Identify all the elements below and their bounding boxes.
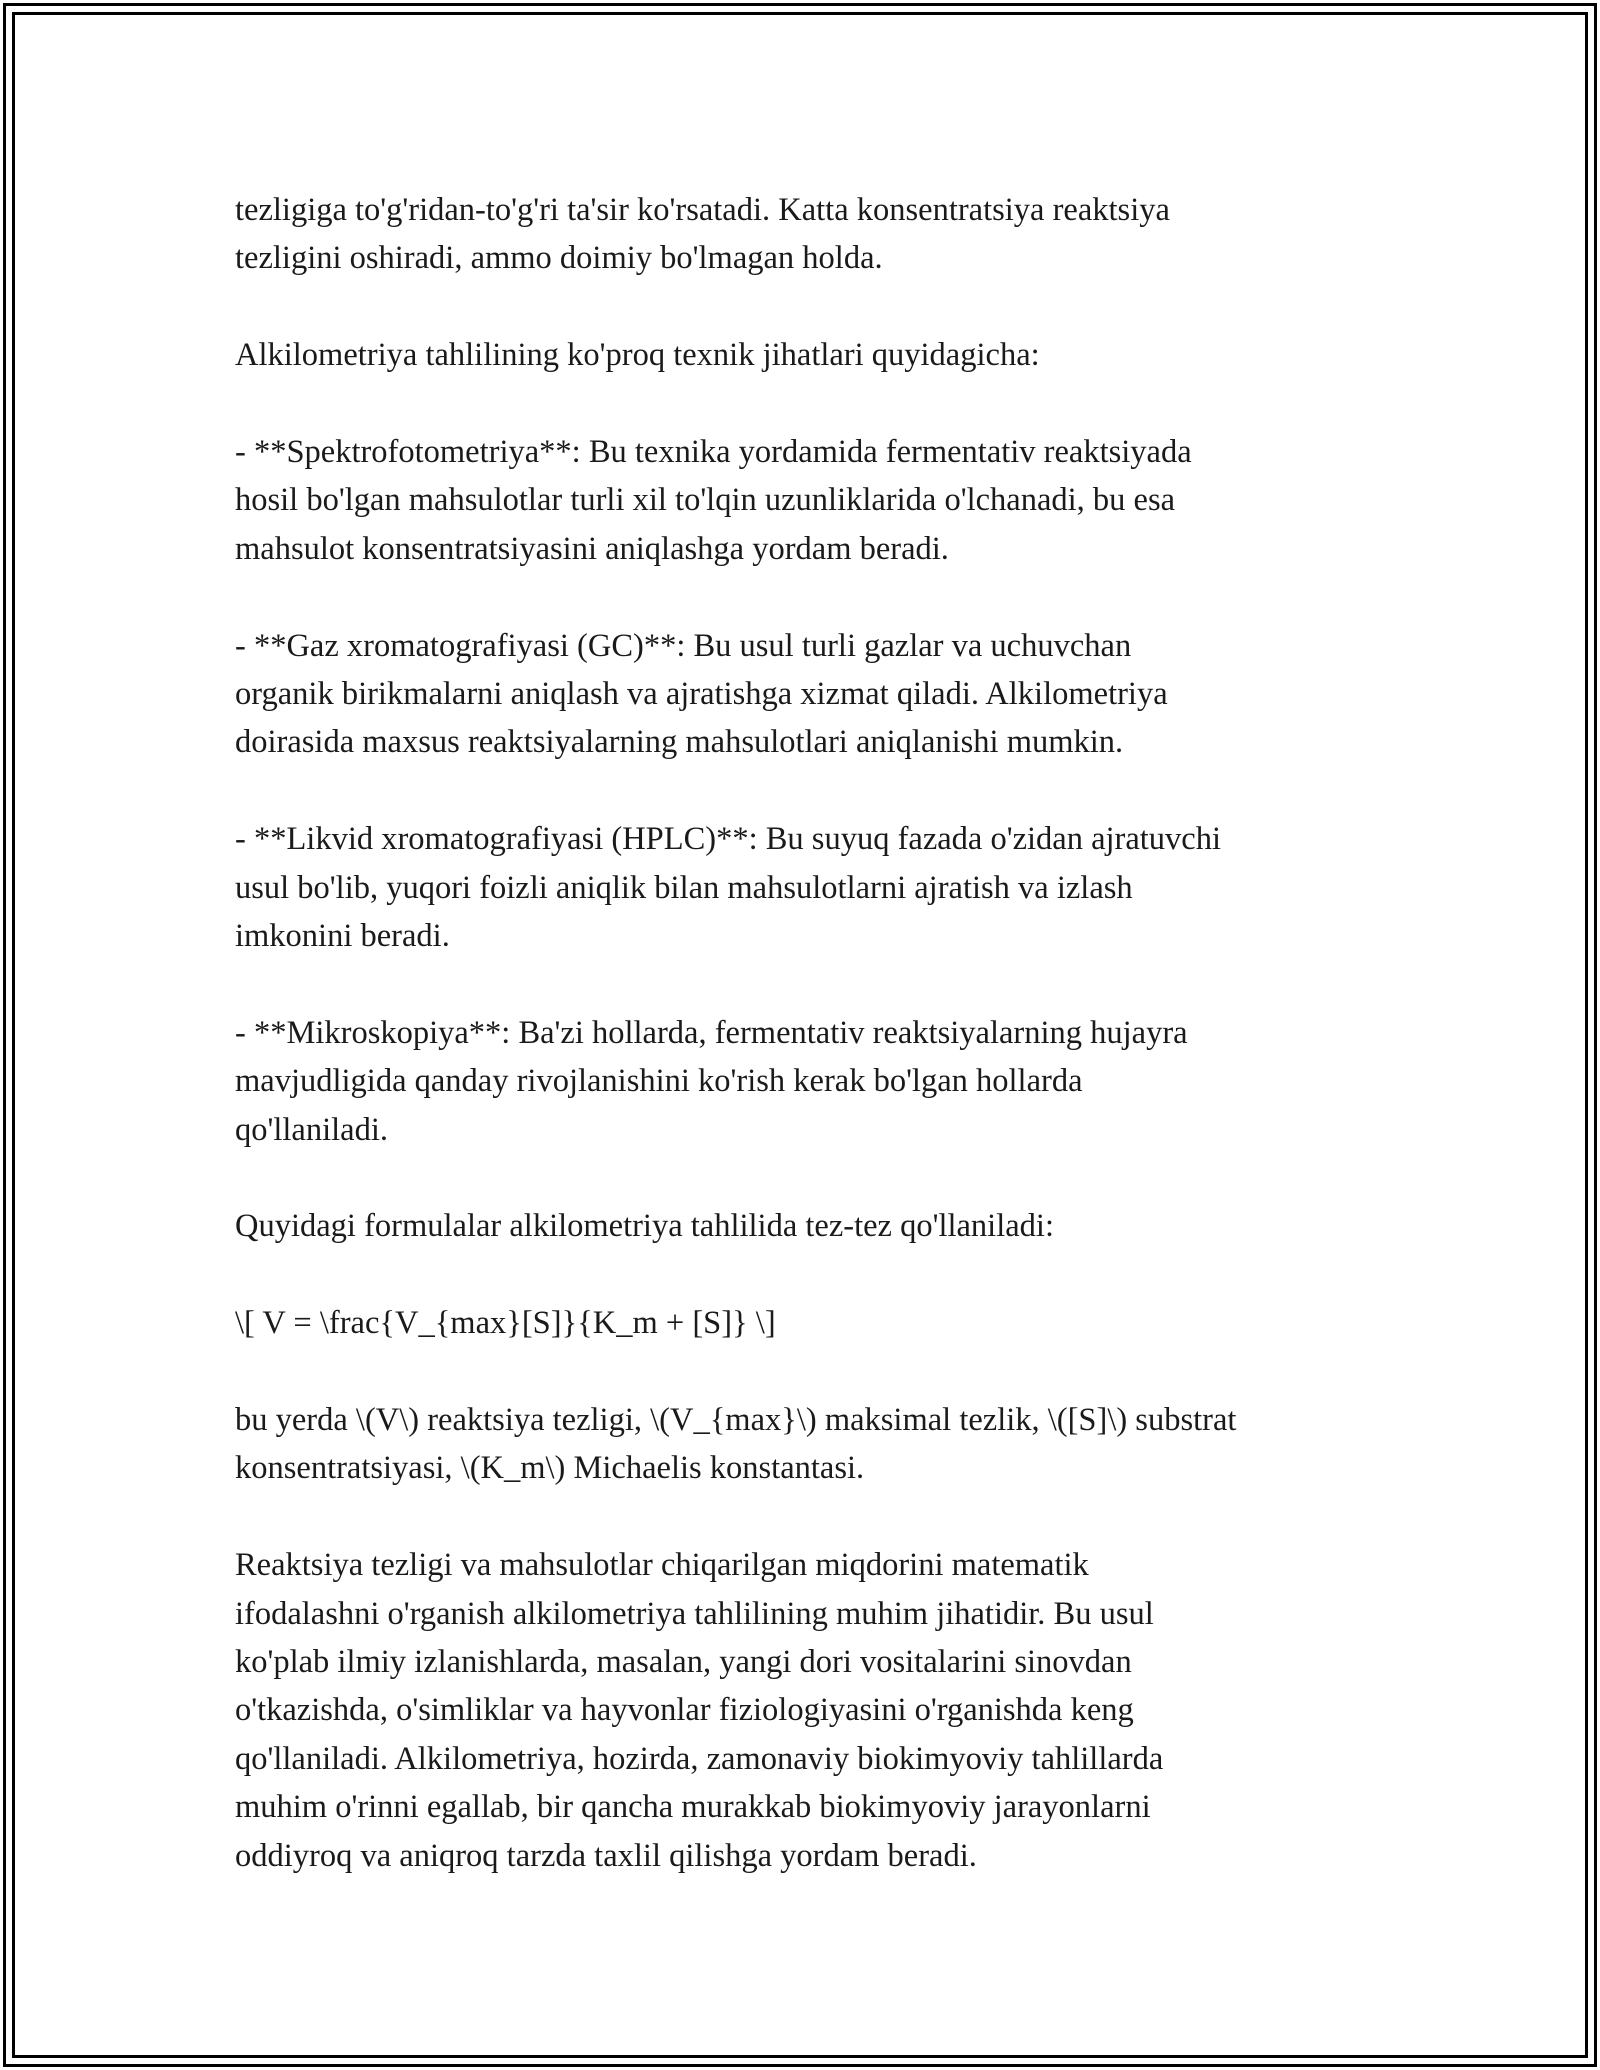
document-body bbox=[235, 186, 1385, 1928]
formula-michaelis-menten: \[ V = \frac{V_{max}[S]}{K_m + [S]} \] bbox=[235, 1305, 776, 1342]
list-item-liquid-chromatography: - **Likvid xromatografiyasi (HPLC)**: Bu suyuq fazada o'zidan ajratuvchi usul bo'lib, yuqori foizli aniqlik bilan mahsulotlarni ajratish va izlash imkonini beradi. bbox=[235, 821, 1222, 955]
paragraph-reaction-rate-intro: tezligiga to'g'ridan-to'g'ri ta'sir ko'rsatadi. Katta konsentratsiya reaktsiya tezligini oshiradi, ammo doimiy bo'lmagan holda. bbox=[235, 192, 1170, 277]
paragraph-formula-definitions: bu yerda \(V\) reaktsiya tezligi, \(V_{max}\) maksimal tezlik, \([S]\) substrat konsentratsiyasi, \(K_m\) Michaelis konstantasi. bbox=[235, 1402, 1237, 1487]
list-item-gas-chromatography: - **Gaz xromatografiyasi (GC)**: Bu usul turli gazlar va uchuvchan organik birikmalarni aniqlash va ajratishga xizmat qiladi. Alkilometriya doirasida maxsus reaktsiyalarning mahsulotlari aniqlanishi mumkin. bbox=[235, 627, 1168, 761]
list-item-microscopy: - **Mikroskopiya**: Ba'zi hollarda, fermentativ reaktsiyalarning hujayra mavjudligida qanday rivojlanishini ko'rish kerak bo'lgan hollarda qo'llaniladi. bbox=[235, 1014, 1188, 1148]
paragraph-formulas-intro: Quyidagi formulalar alkilometriya tahlilida tez-tez qo'llaniladi: bbox=[235, 1208, 1054, 1245]
list-item-spectrophotometry: - **Spektrofotometriya**: Bu texnika yordamida fermentativ reaktsiyada hosil bo'lgan mahsulotlar turli xil to'lqin uzunliklarida o'lchanadi, bu esa mahsulot konsentratsiyasini aniqlashga yordam beradi. bbox=[235, 434, 1192, 567]
paragraph-technical-aspects-heading: Alkilometriya tahlilining ko'proq texnik jihatlari quyidagicha: bbox=[235, 337, 1040, 374]
paragraph-conclusion: Reaktsiya tezligi va mahsulotlar chiqarilgan miqdorini matematik ifodalashni o'rganish alkilometriya tahlilining muhim jihatidir. Bu usul ko'plab ilmiy izlanishlarda, masalan, yangi dori vositalarini sinovdan o'tkazishda, o'simliklar va hayvonlar fiziologiyasini o'rganishda keng qo'llaniladi. Alkilometriya, hozirda, zamonaviy biokimyoviy tahlillarda muhim o'rinni egallab, bir qancha murakkab biokimyoviy jarayonlarni oddiyroq va aniqroq tarzda taxlil qilishga yordam beradi. bbox=[235, 1547, 1164, 1874]
